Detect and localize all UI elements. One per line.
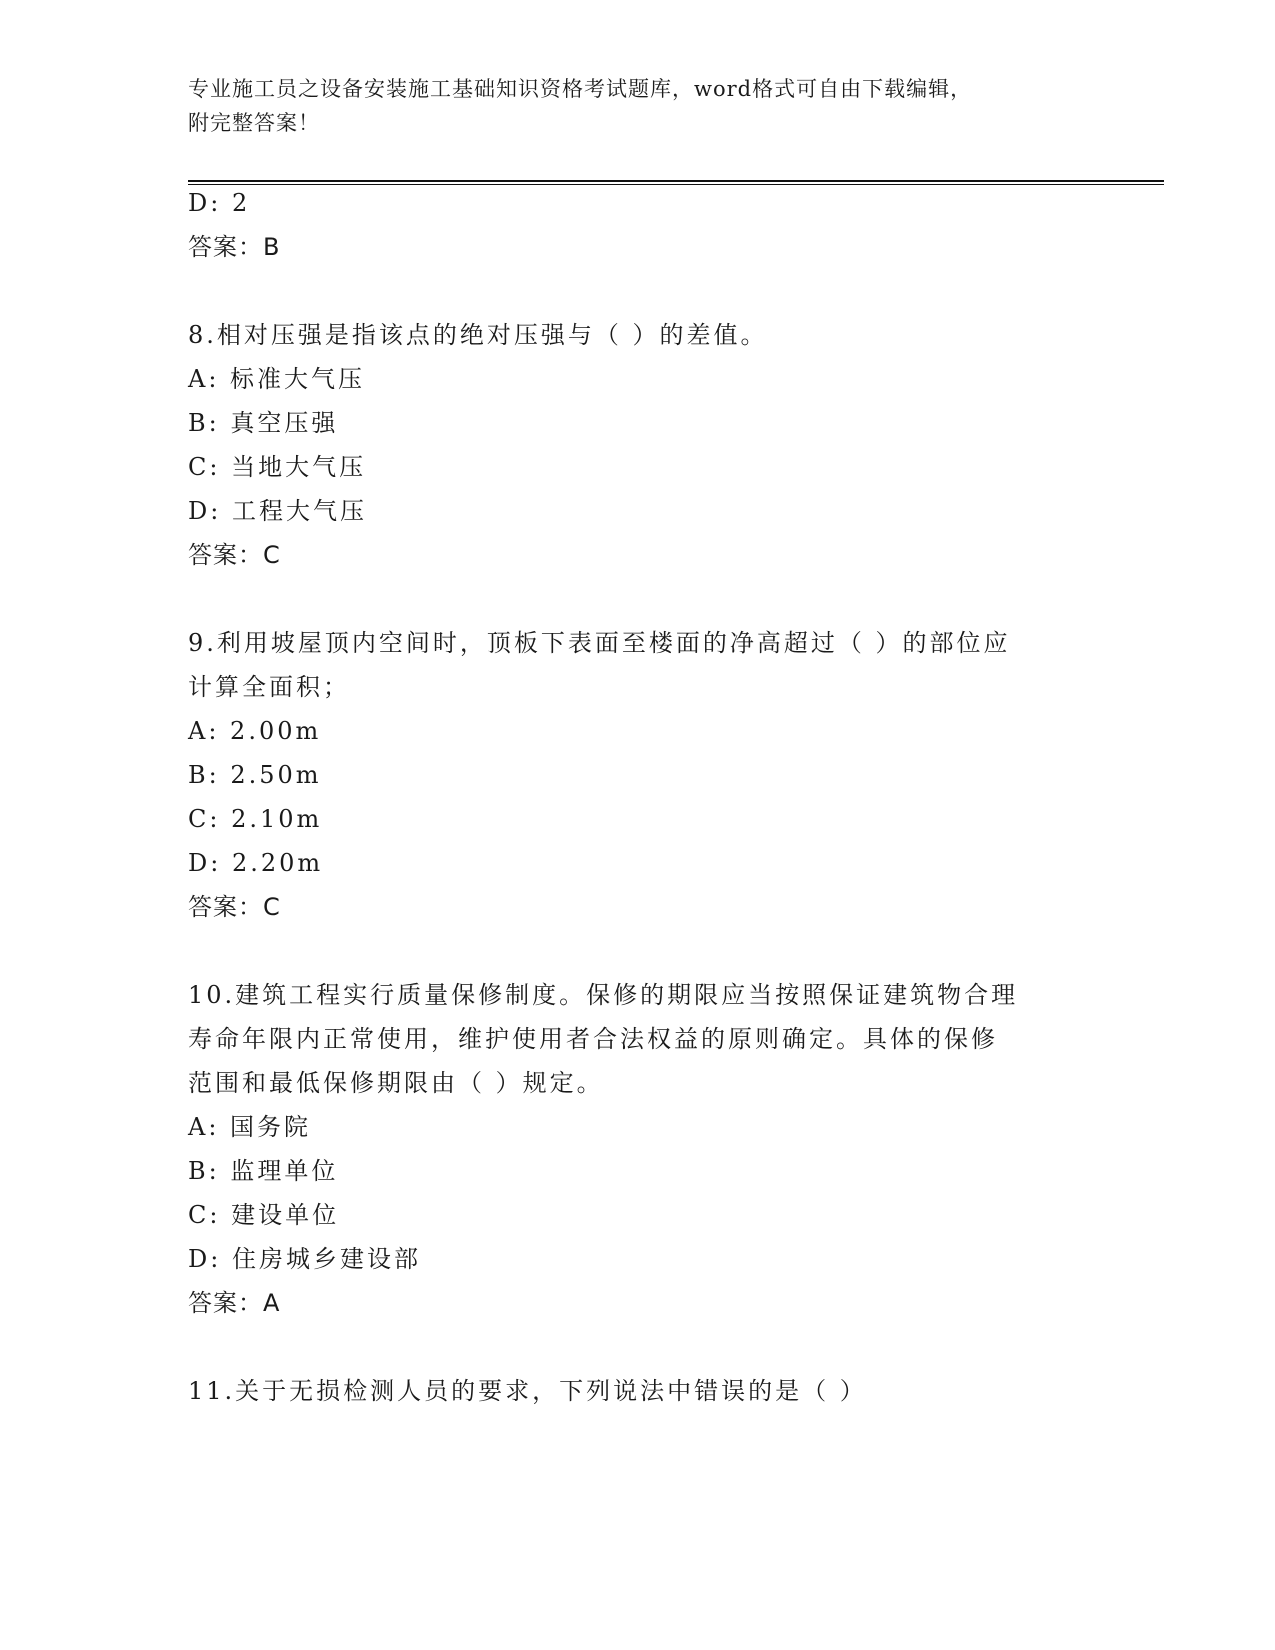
- q10-answer: 答案：A: [188, 1289, 281, 1317]
- q9-option-d: D: 2.20m: [188, 849, 324, 877]
- q9-option-c: C: 2.10m: [188, 805, 323, 833]
- q8-stem: 8.相对压强是指该点的绝对压强与（ ）的差值。: [188, 321, 768, 349]
- q9-stem-line-2: 计算全面积；: [188, 673, 350, 701]
- q9-option-b: B: 2.50m: [188, 761, 322, 789]
- q9-stem-line-1: 9.利用坡屋顶内空间时，顶板下表面至楼面的净高超过（ ）的部位应: [188, 629, 1011, 657]
- q10-option-a: A: 国务院: [188, 1113, 312, 1141]
- q9-answer: 答案：C: [188, 893, 281, 921]
- q7-answer: 答案：B: [188, 233, 281, 261]
- q10-stem-line-1: 10.建筑工程实行质量保修制度。保修的期限应当按照保证建筑物合理: [188, 981, 1019, 1009]
- q10-stem-line-2: 寿命年限内正常使用，维护使用者合法权益的原则确定。具体的保修: [188, 1025, 998, 1053]
- header-title-line-2: 附完整答案！: [188, 111, 320, 135]
- q8-answer: 答案：C: [188, 541, 281, 569]
- header-rule-thick: [188, 180, 1164, 182]
- header-title-line-1: 专业施工员之设备安装施工基础知识资格考试题库，word格式可自由下载编辑，: [188, 77, 973, 101]
- q8-option-b: B: 真空压强: [188, 409, 339, 437]
- q10-option-d: D: 住房城乡建设部: [188, 1245, 421, 1273]
- q8-option-d: D: 工程大气压: [188, 497, 367, 525]
- q7-option-d: D: 2: [188, 189, 251, 217]
- q8-option-a: A: 标准大气压: [188, 365, 366, 393]
- q10-stem-line-3: 范围和最低保修期限由（ ）规定。: [188, 1069, 604, 1097]
- q10-option-c: C: 建设单位: [188, 1201, 340, 1229]
- q11-stem: 11.关于无损检测人员的要求，下列说法中错误的是（ ）: [188, 1377, 867, 1405]
- document-header: [188, 72, 1088, 140]
- q10-option-b: B: 监理单位: [188, 1157, 339, 1185]
- header-rule-thin: [188, 184, 1164, 185]
- q8-option-c: C: 当地大气压: [188, 453, 367, 481]
- q9-option-a: A: 2.00m: [188, 717, 322, 745]
